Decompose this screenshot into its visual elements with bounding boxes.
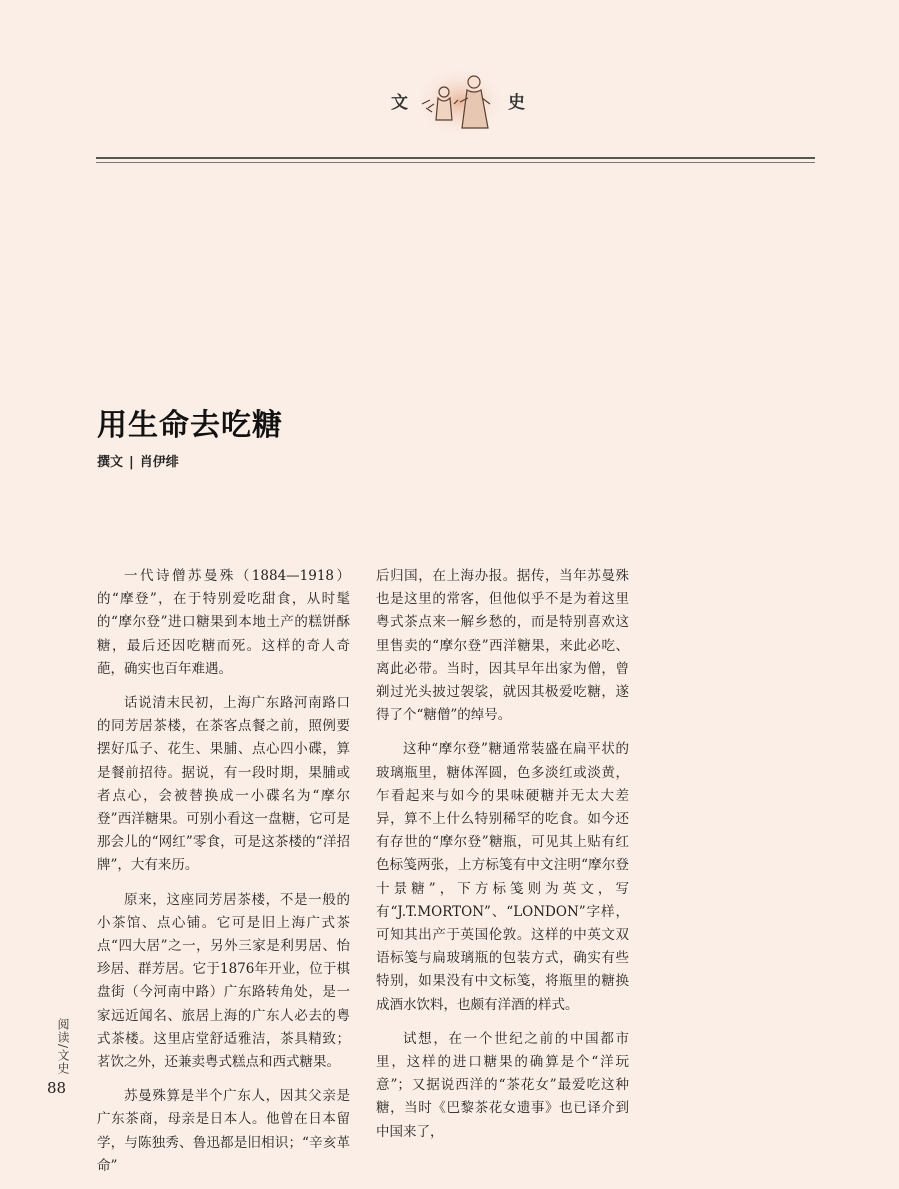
magazine-name: 阅读 xyxy=(56,1018,70,1044)
header-emblem-illustration xyxy=(412,64,508,140)
magazine-section-label: 阅读/文史 xyxy=(56,1018,70,1076)
section-char-left: 文 xyxy=(391,93,408,113)
section-name: 文史 xyxy=(56,1049,70,1076)
paragraph-continued: 后归国，在上海办报。据传，当年苏曼殊也是这里的常客，但他似乎不是为着这里粤式茶点来一解乡愁的，而是特别喜欢这里售卖的“摩尔登”西洋糖果，来此必吃、离此必带。当时，因其早年出家为僧，曾剃过光头披过袈裟，就因其极爱吃糖，遂得了个“糖僧”的绰号。 xyxy=(376,568,629,724)
byline xyxy=(97,451,179,470)
header-rule-thin xyxy=(96,162,815,163)
right-column xyxy=(376,565,629,1155)
byline-label: 撰文 xyxy=(97,455,124,470)
left-column xyxy=(97,565,350,1189)
article-title: 用生命去吃糖 xyxy=(97,408,283,443)
author-name: 肖伊绯 xyxy=(139,455,179,470)
paragraph: 原来，这座同芳居茶楼，不是一般的小茶馆、点心铺。它可是旧上海广式茶点“四大居”之一，另外三家是利男居、怡珍居、群芳居。它于1876年开业，位于棋盘街（今河南中路）广东路转角处，是一家远近闻名、旅居上海的广东人必去的粤式茶楼。这里店堂舒适雅洁，茶具精致；茗饮之外，还兼卖粤式糕点和西式糖果。 xyxy=(97,891,350,1071)
paragraph: 一代诗僧苏曼殊（1884—1918）的“摩登”，在于特别爱吃甜食，从时髦的“摩尔登”进口糖果到本地土产的糕饼酥糖，最后还因吃糖而死。这样的奇人奇葩，确实也百年难遇。 xyxy=(97,568,350,677)
paragraph: 这种“摩尔登”糖通常装盛在扁平状的玻璃瓶里，糖体浑圆，色多淡红或淡黄，乍看起来与如今的果味硬糖并无太大差异，算不上什么特别稀罕的吃食。如今还有存世的“摩尔登”糖瓶，可见其上贴有红色标笺两张，上方标笺有中文注明“摩尔登十景糖”，下方标笺则为英文，写有“J.T.MORTON”、“LONDON”字样，可知其出产于英国伦敦。这样的中英文双语标笺与扁玻璃瓶的包装方式，确实有些特别，如果没有中文标笺，将瓶里的糖换成酒水饮料，也颇有洋酒的样式。 xyxy=(376,741,629,1013)
section-char-right: 史 xyxy=(508,93,525,113)
byline-separator: | xyxy=(129,455,134,470)
header-rule-thick xyxy=(96,157,815,159)
paragraph: 苏曼殊算是半个广东人，因其父亲是广东茶商，母亲是日本人。他曾在日本留学，与陈独秀、鲁迅都是旧相识；“辛亥革命” xyxy=(97,1088,350,1174)
paragraph: 试想，在一个世纪之前的中国都市里，这样的进口糖果的确算是个“洋玩意”；又据说西洋的“茶花女”最爱吃这种糖，当时《巴黎茶花女遗事》也已译介到中国来了， xyxy=(376,1030,629,1140)
paragraph: 话说清末民初，上海广东路河南路口的同芳居茶楼，在茶客点餐之前，照例要摆好瓜子、花生、果脯、点心四小碟，算是餐前招待。据说，有一段时期，果脯或者点心，会被替换成一小碟名为“摩尔登”西洋糖果。可别小看这一盘糖，它可是那会儿的“网红”零食，可是这茶楼的“洋招牌”，大有来历。 xyxy=(97,695,350,874)
page-number: 88 xyxy=(47,1079,67,1097)
